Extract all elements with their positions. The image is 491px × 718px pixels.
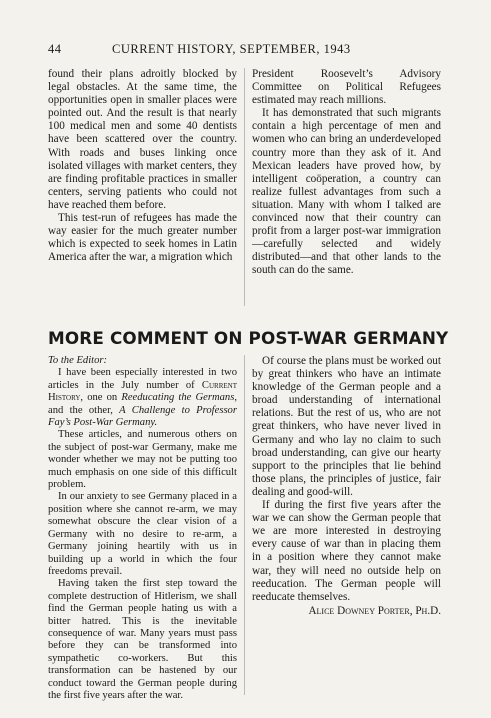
paragraph: President Roosevelt’s Advisory Committee on Political Refugees estimated may reach millions.	[252, 68, 441, 107]
text-run: , one on	[80, 392, 122, 404]
paragraph	[48, 367, 237, 429]
column-divider	[244, 68, 245, 306]
article-title: A Challenge to Professor Fay’s Post-War Germany.	[48, 404, 237, 429]
paragraph: These articles, and numerous others on the subject of post-war Germany, make me wonder whether we may not be putting too much emphasis on one side of this difficult problem.	[48, 429, 237, 491]
text-run: , and the other,	[48, 392, 238, 416]
paragraph: In our anxiety to see Germany placed in a position where she cannot re-arm, we may somewhat obscure the clear vision of a Germany with no desire to re-arm, a Germany joining heartily with us in building up a world in which the four freedoms prevail.	[48, 491, 237, 577]
article-column-right	[252, 68, 441, 278]
paragraph: It has demonstrated that such migrants contain a high percentage of men and women who can bring an underdeveloped country more than they ask of it. And Mexican leaders have proved how, by intelligent coöperation, a country can realize fullest advantages from such a situation. Many with whom I talked are convinced now that their country can profit from a larger post-war immigration—carefully selected and widely distributed—and that other lands to the south can do the same.	[252, 107, 441, 277]
text-run: I have been especially interested in two articles in the July number of	[48, 367, 237, 391]
paragraph: This test-run of refugees has made the way easier for the much greater number which is expected to seek homes in Latin America after the war, a migration which	[48, 212, 237, 264]
paragraph: Of course the plans must be worked out by great thinkers who have an intimate knowledge of the German people and a broad understanding of international relations. But the rest of us, who are not great thinkers, who have never lived in Germany and who lay no claim to such broad understanding, can give our hearty support to the principles that lie behind those plans, the principles of justice, fair dealing and good-will.	[252, 355, 441, 498]
page-number: 44	[48, 42, 62, 56]
magazine-name: Current History	[48, 379, 237, 404]
running-head-title: CURRENT HISTORY, SEPTEMBER, 1943	[112, 42, 351, 56]
paragraph: Having taken the first step toward the complete destruction of Hitlerism, we shall find the German people hating us with a bitter hatred. This is the inevitable consequence of war. Many years must pass before they can be transformed into sympathetic co-workers. But this transformation can be hastened by our conduct toward the German people during the first five years after the war.	[48, 578, 237, 701]
column-divider	[244, 355, 245, 695]
paragraph: If during the first five years after the war we can show the German people that we are more interested in destroying every cause of war than in placing them in a position where they cannot make war, they will need no outside help on reeducation. The German people will reeducate themselves.	[252, 499, 441, 603]
article-column-left	[48, 68, 237, 264]
letter-column-right	[252, 355, 441, 618]
article-title: Reeducating the Germans	[121, 392, 235, 404]
letter-signature: Alice Downey Porter, Ph.D.	[308, 604, 441, 617]
letter-salutation: To the Editor:	[48, 355, 108, 366]
paragraph: found their plans adroitly blocked by legal obstacles. At the same time, the opportunities open in smaller places were pointed out. And the result is that nearly 100 medical men and some 40 dentists have been scattered over the country. With roads and buses linking once isolated villages with market centers, they are finding profitable practices in smaller centers, serving patients who could not have reached them before.	[48, 68, 237, 211]
letter-column-left	[48, 355, 237, 702]
running-header	[48, 42, 448, 58]
section-headline: MORE COMMENT ON POST-WAR GERMANY	[48, 328, 449, 348]
